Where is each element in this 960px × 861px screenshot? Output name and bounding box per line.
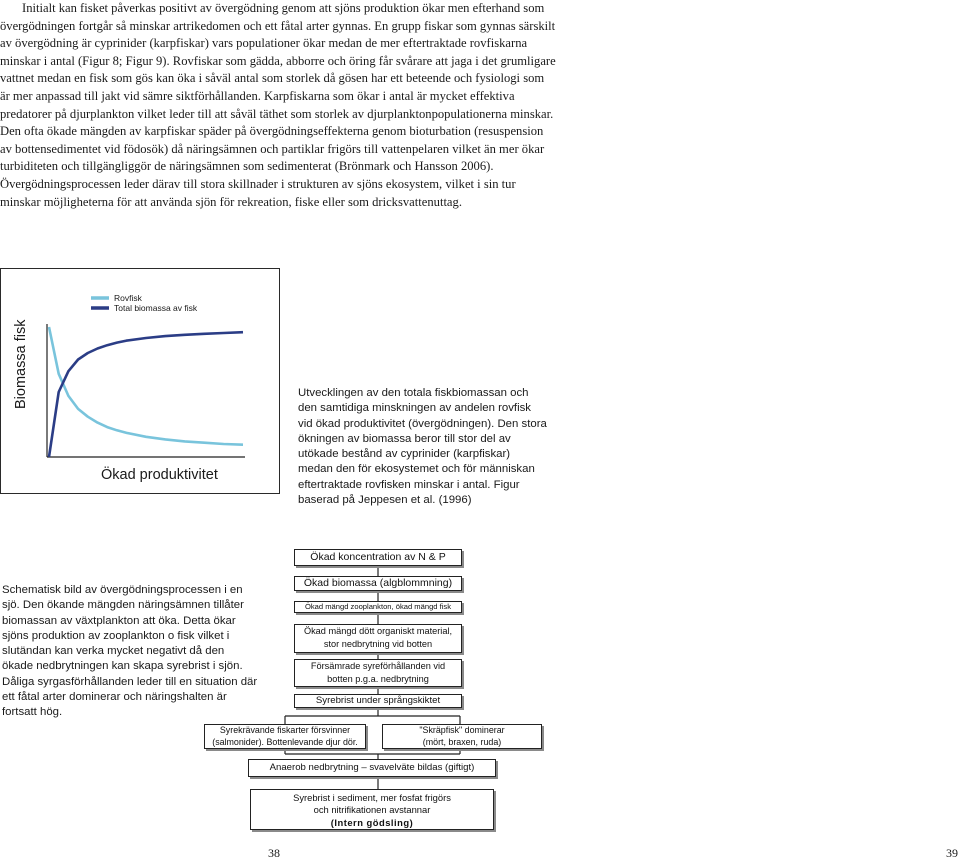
flow-step-hypoxia — [294, 694, 462, 708]
figure-caption: Utvecklingen av den totala fiskbiomassan och den samtidiga minskningen av andelen rovfisk vid ökad produktivitet (övergödningen). Den stora ökningen av biomassa beror till stor del av utökade bestånd av cyprinider (karpfiskar) medan den för ekosystemet och för människan eftertraktade rovfisken minskar i antal. Figur baserad på Jeppesen et al. (1996) — [298, 387, 547, 507]
flow-step-oxygen-line1: Försämrade syreförhållanden vid — [310, 661, 446, 671]
y-axis-label: Biomassa fisk — [13, 319, 29, 409]
flow-step-salmonids-line1: Syrekrävande fiskarter försvinner — [219, 725, 351, 735]
flow-step-algae-text: Ökad biomassa (algblommning) — [303, 577, 453, 589]
body-paragraph: Initialt kan fisket påverkas positivt av övergödning genom att sjöns produktion ökar men efterhand som övergödningen fortgår så minskar artrikedomen och ett fåtal arter gynnas. En grupp fiskar som gynnas särskilt av övergödning är cyprinider (karpfiskar) vars populationer ökar medan de mer eftertraktade rovfiskarna minskar i antal (Figur 8; Figur 9). Rovfiskar som gädda, abborre och öring får svårare att jaga i det grumligare vattnet medan en fisk som gös kan öka i såväl antal som storlek då gösen har ett beteende och fysiologi som är mer anpassad till jakt vid sämre siktförhållanden. Karpfiskarna som ökar i antal är mycket effektiva predatorer på djurplankton vilket leder till att såväl täthet som storlek av djurplanktonpopulationerna minskar. Den ofta ökade mängden av karpfiskar späder på övergödningseffekterna genom bioturbation (resuspension av bottensedimentet vid födosök) då näringsämnen och partiklar frigörs till vattenpelaren vilket än mer ökar turbiditeten och tillgängliggör de näringsämnen som sedimenterat (Brönmark och Hansson 2006). Övergödningsprocessen leder därav till stora skillnader i strukturen av sjöns ekosystem, vilket i sin tur minskar möjligheterna för att använda sjön för rekreation, fiske eller som dricksvattenuttag. — [0, 1, 556, 209]
flow-step-nutrients-text: Ökad koncentration av N & P — [310, 551, 446, 563]
flow-step-anaerobic-text: Anaerob nedbrytning – svavelväte bildas (giftigt) — [269, 762, 475, 773]
schematic-caption: Schematisk bild av övergödningsprocessen i en sjö. Den ökande mängden näringsämnen tillåter biomassan av växtplankton att öka. Detta ökar sjöns produktion av zooplankton o fisk vilket i slutändan kan verka mycket negativt då den ökade nedbrytningen kan skapa syrebrist i sjön. Dåliga syrgasförhållanden leder till en situation där ett fåtal arter dominerar och näringshalten är fortsatt hög. — [2, 584, 258, 719]
page-number-left: 38 — [268, 846, 280, 860]
flow-step-organic-line2: stor nedbrytning vid botten — [323, 639, 433, 649]
flow-step-zooplankton-text: Ökad mängd zooplankton, ökad mängd fisk — [304, 602, 452, 611]
flow-step-algae — [294, 576, 462, 591]
body-text — [0, 0, 556, 211]
flow-step-internal-line2: och nitrifikationen avstannar — [313, 804, 431, 816]
biomass-chart — [1, 269, 281, 495]
flow-step-hypoxia-text: Syrebrist under språngskiktet — [315, 695, 441, 706]
flow-step-organic-matter — [294, 624, 462, 653]
biomass-figure — [0, 268, 280, 494]
legend-label-rovfisk: Rovfisk — [114, 293, 142, 303]
flow-step-trash-fish-line2: (mört, braxen, ruda) — [422, 736, 502, 747]
flow-step-internal-loading — [250, 789, 494, 830]
flow-step-oxygen-line2: botten p.g.a. nedbrytning — [327, 674, 429, 684]
flow-step-nutrients — [294, 549, 462, 566]
legend-label-total: Total biomassa av fisk — [114, 303, 198, 313]
flow-step-salmonids-line2: (salmonider). Bottenlevande djur dör. — [212, 736, 358, 747]
flow-step-anaerobic — [248, 759, 496, 777]
flow-step-organic-line1: Ökad mängd dött organiskt material, — [303, 626, 453, 636]
curve-rovfisk — [49, 327, 243, 445]
flow-step-trash-fish — [382, 724, 542, 749]
page-number-right: 39 — [946, 846, 958, 860]
x-axis-label: Ökad produktivitet — [101, 467, 218, 483]
flow-step-oxygen — [294, 659, 462, 687]
flow-step-zooplankton — [294, 601, 462, 613]
flow-step-internal-line3: (Intern gödsling) — [330, 816, 414, 828]
flow-step-salmonids — [204, 724, 366, 749]
flow-step-internal-line1: Syrebrist i sediment, mer fosfat frigörs — [293, 792, 451, 803]
curve-total-biomass — [49, 332, 243, 457]
flow-step-trash-fish-line1: "Skräpfisk" dominerar — [419, 725, 505, 735]
